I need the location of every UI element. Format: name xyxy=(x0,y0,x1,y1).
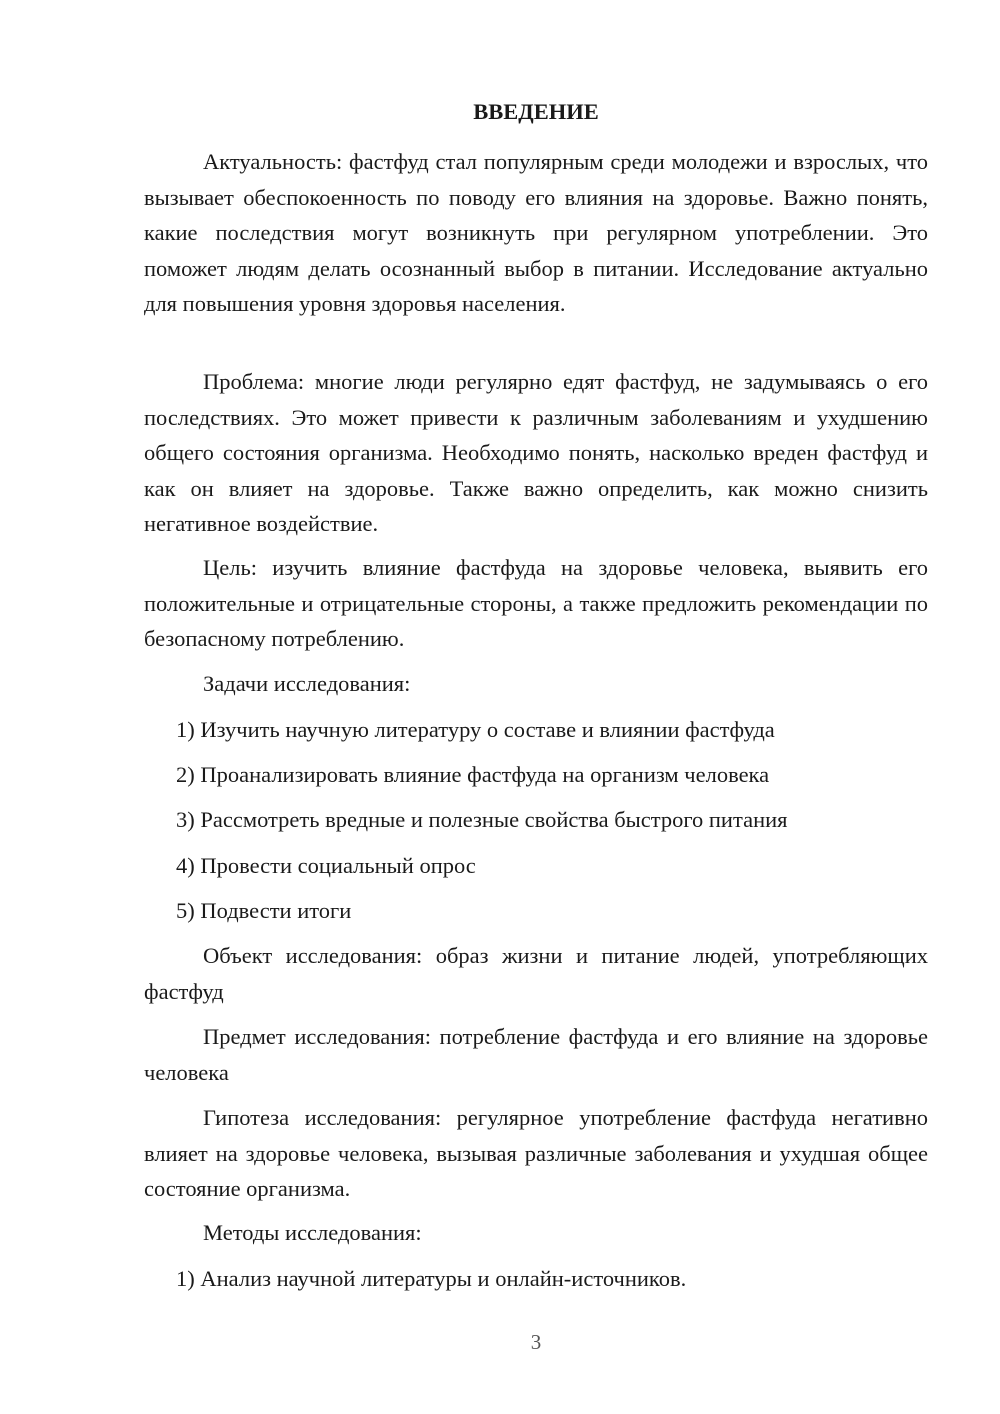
section-heading: ВВЕДЕНИЕ xyxy=(473,99,599,124)
task-item: 2) Проанализировать влияние фастфуда на организм человека xyxy=(176,762,770,787)
task-item: 1) Изучить научную литературу о составе и влиянии фастфуда xyxy=(176,717,775,742)
subject-paragraph: Предмет исследования: потребление фастфуда и его влияние на здоровье человека xyxy=(144,1024,928,1085)
page-number: 3 xyxy=(530,1330,542,1354)
object-paragraph: Объект исследования: образ жизни и питание людей, употребляющих фастфуд xyxy=(144,943,928,1004)
tasks-title: Задачи исследования: xyxy=(203,671,411,696)
method-item: 1) Анализ научной литературы и онлайн-источников. xyxy=(176,1266,687,1291)
problem-paragraph: Проблема: многие люди регулярно едят фастфуд, не задумываясь о его последствиях. Это может привести к различным заболеваниям и ухудшению общего состояния организма. Необходимо понять, насколько вреден фастфуд и как он влияет на здоровье. Также важно определить, как можно снизить негативное воздействие. xyxy=(144,369,928,536)
goal-paragraph: Цель: изучить влияние фастфуда на здоровье человека, выявить его положительные и отрицательные стороны, а также предложить рекомендации по безопасному потреблению. xyxy=(144,555,928,651)
task-item: 5) Подвести итоги xyxy=(176,898,352,923)
relevance-paragraph: Актуальность: фастфуд стал популярным среди молодежи и взрослых, что вызывает обеспокоенность по поводу его влияния на здоровье. Важно понять, какие последствия могут возникнуть при регулярном употреблении. Это поможет людям делать осознанный выбор в питании. Исследование актуально для повышения уровня здоровья населения. xyxy=(144,149,928,316)
task-item: 3) Рассмотреть вредные и полезные свойства быстрого питания xyxy=(176,807,788,832)
methods-title: Методы исследования: xyxy=(203,1220,422,1245)
task-item: 4) Провести социальный опрос xyxy=(176,853,476,878)
hypothesis-paragraph: Гипотеза исследования: регулярное употребление фастфуда негативно влияет на здоровье человека, вызывая различные заболевания и ухудшая общее состояние организма. xyxy=(144,1105,928,1201)
